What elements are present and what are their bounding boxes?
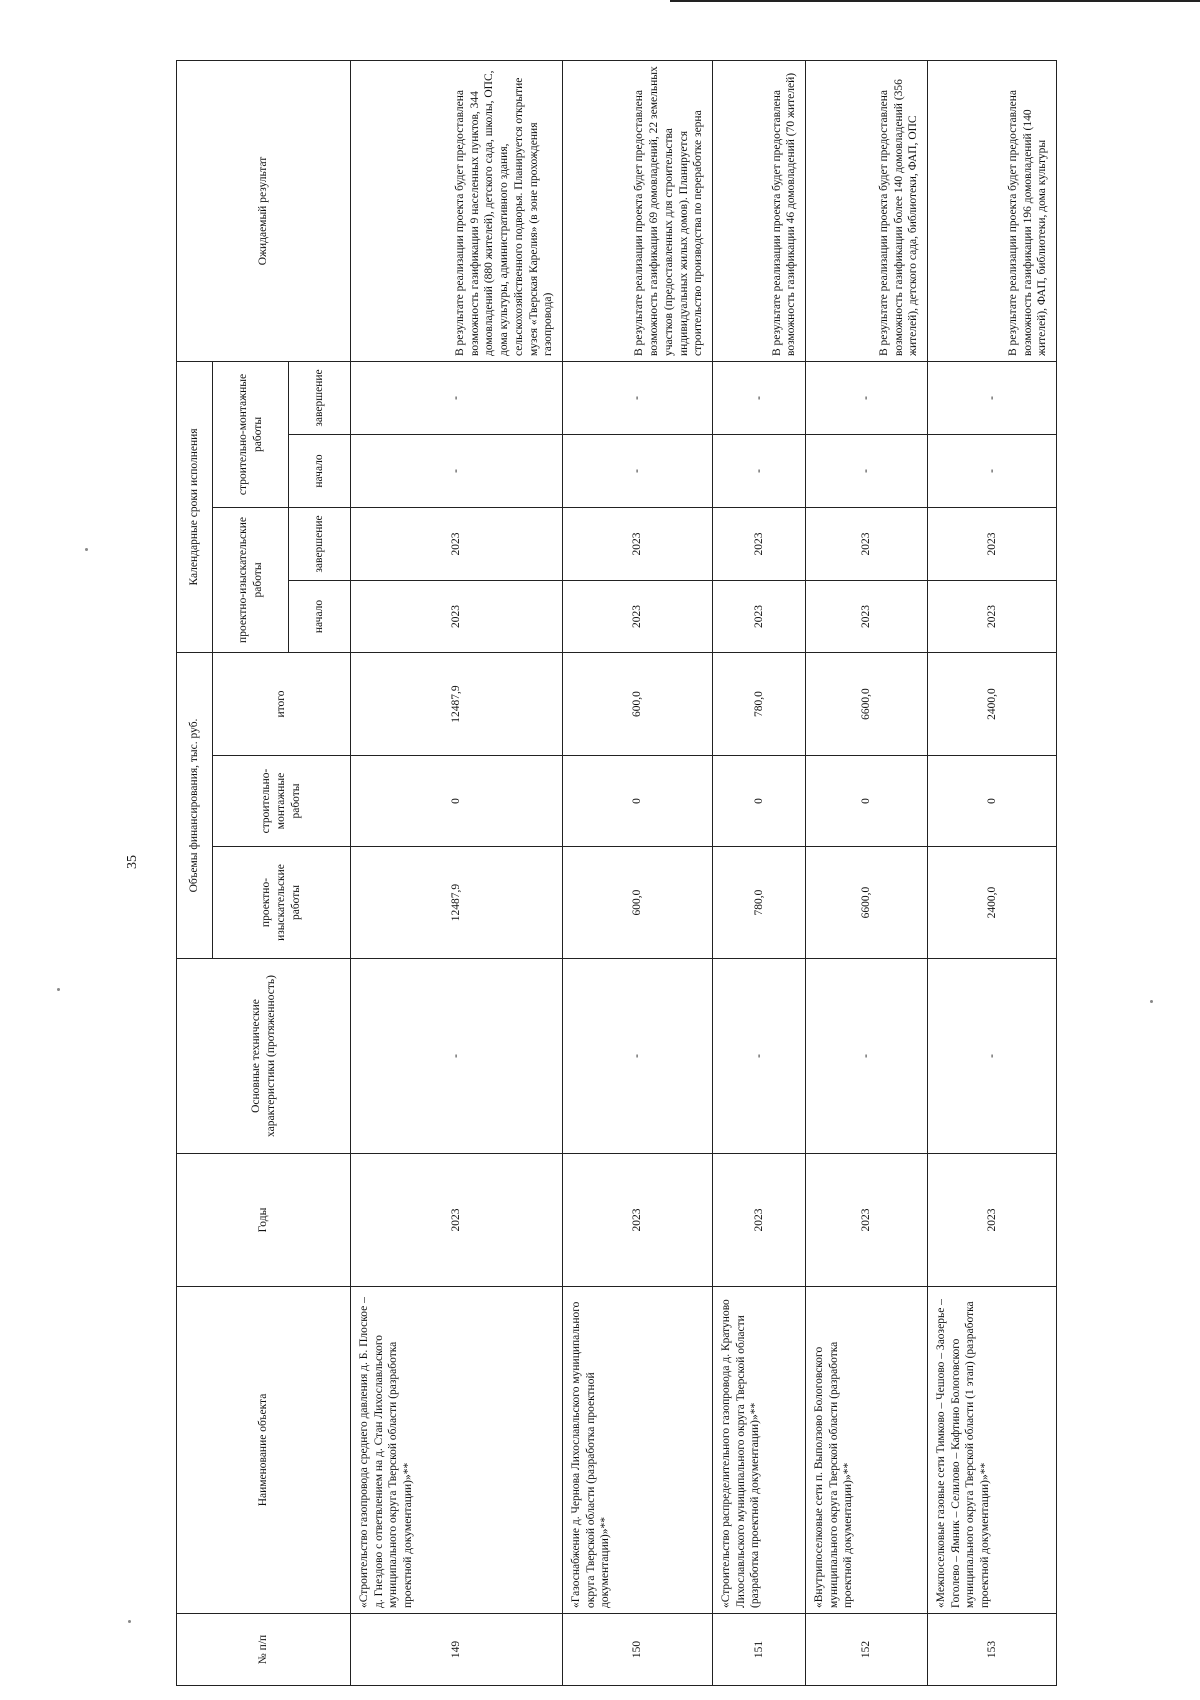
header-construction-group: строительно-монтажные работы — [213, 361, 289, 507]
cell-name: «Внутрипоселковые сети п. Выползово Бологовского муниципального округа Тверской области (разработка проектной документации)»** — [806, 1287, 928, 1614]
cell-years: 2023 — [806, 1154, 928, 1287]
table-row — [806, 60, 928, 1685]
header-constr-end: завершение — [289, 361, 351, 434]
header-calendar-group: Календарные сроки исполнения — [177, 361, 213, 652]
cell-specs: - — [928, 959, 1057, 1154]
page-number: 35 — [125, 855, 140, 869]
table-row — [713, 60, 806, 1685]
cell-survey: 780,0 — [713, 847, 806, 959]
header-survey-group: проектно-изыскательские работы — [213, 507, 289, 652]
table-row — [351, 60, 563, 1685]
cell-construction: 0 — [351, 756, 563, 847]
cell-total: 12487,9 — [351, 652, 563, 755]
cell-result: В результате реализации проекта будет предоставлена возможность газификации более 140 домовладений (356 жителей), детского сада, библиотеки, ФАП, ОПС — [806, 60, 928, 361]
cell-constr-end: - — [351, 361, 563, 434]
cell-result: В результате реализации проекта будет предоставлена возможность газификации 9 населенных пунктов, 344 домовладений (880 жителей), детского сада, школы, ОПС, дома культуры, административного здания, сельскохозяйственного подворья. Планируется открытие музея «Тверская Карелия» (в зоне прохождения газопровода) — [351, 60, 563, 361]
cell-survey-start: 2023 — [713, 580, 806, 652]
cell-survey: 6600,0 — [806, 847, 928, 959]
cell-survey-start: 2023 — [563, 580, 713, 652]
cell-constr-start: - — [351, 434, 563, 507]
cell-survey-end: 2023 — [713, 507, 806, 580]
cell-years: 2023 — [713, 1154, 806, 1287]
cell-num: 152 — [806, 1614, 928, 1686]
header-survey-works: проектно-изыскательские работы — [213, 847, 351, 959]
cell-num: 153 — [928, 1614, 1057, 1686]
cell-construction: 0 — [928, 756, 1057, 847]
cell-survey-end: 2023 — [563, 507, 713, 580]
cell-years: 2023 — [351, 1154, 563, 1287]
cell-specs: - — [713, 959, 806, 1154]
header-result: Ожидаемый результат — [177, 60, 351, 361]
cell-name: «Строительство газопровода среднего давления д. Б. Плоское – д. Гнездово с ответвлением на д. Стан Лихославльского муниципального округа Тверской области (разработка проектной документации)»** — [351, 1287, 563, 1614]
cell-total: 6600,0 — [806, 652, 928, 755]
cell-survey: 2400,0 — [928, 847, 1057, 959]
table-row — [928, 60, 1057, 1685]
cell-num: 150 — [563, 1614, 713, 1686]
cell-survey-end: 2023 — [806, 507, 928, 580]
cell-name: «Строительство распределительного газопровода д. Кратуново Лихославльского муниципального округа Тверской области (разработка проектной документации)»** — [713, 1287, 806, 1614]
header-specs: Основные технические характеристики (протяженность) — [177, 959, 351, 1154]
cell-survey-end: 2023 — [928, 507, 1057, 580]
cell-specs: - — [351, 959, 563, 1154]
cell-survey-start: 2023 — [928, 580, 1057, 652]
table-row — [563, 60, 713, 1685]
gasification-projects-table — [176, 60, 1057, 1686]
cell-constr-start: - — [563, 434, 713, 507]
cell-num: 149 — [351, 1614, 563, 1686]
cell-constr-end: - — [806, 361, 928, 434]
scan-speck — [85, 548, 88, 551]
header-total: итого — [213, 652, 351, 755]
header-name: Наименование объекта — [177, 1287, 351, 1614]
header-construction-works: строительно-монтажные работы — [213, 756, 351, 847]
cell-constr-start: - — [713, 434, 806, 507]
cell-name: «Межпоселковые газовые сети Тимково – Чешово – Заозерье – Гоголево – Ямник – Селилово – Кафтино Бологовского муниципального округа Тверской области (1 этап) (разработка проектной документации)»** — [928, 1287, 1057, 1614]
cell-name: «Газоснабжение д. Чернова Лихославльского муниципального округа Тверской области (разработка проектной документации)»** — [563, 1287, 713, 1614]
header-num: № п/п — [177, 1614, 351, 1686]
cell-specs: - — [563, 959, 713, 1154]
cell-result: В результате реализации проекта будет предоставлена возможность газификации 196 домовладений (140 жителей), ФАП, библиотеки, дома культуры — [928, 60, 1057, 361]
cell-construction: 0 — [713, 756, 806, 847]
cell-survey: 600,0 — [563, 847, 713, 959]
header-years: Годы — [177, 1154, 351, 1287]
cell-constr-start: - — [806, 434, 928, 507]
cell-years: 2023 — [928, 1154, 1057, 1287]
header-constr-start: начало — [289, 434, 351, 507]
scan-speck — [57, 988, 60, 991]
cell-construction: 0 — [806, 756, 928, 847]
header-survey-end: завершение — [289, 507, 351, 580]
cell-survey-end: 2023 — [351, 507, 563, 580]
cell-survey: 12487,9 — [351, 847, 563, 959]
header-finance-group: Объемы финансирования, тыс. руб. — [177, 652, 213, 958]
rotated-table-container — [176, 61, 1056, 1686]
header-survey-start: начало — [289, 580, 351, 652]
cell-constr-end: - — [713, 361, 806, 434]
scan-edge-line — [670, 0, 1200, 2]
cell-survey-start: 2023 — [351, 580, 563, 652]
cell-years: 2023 — [563, 1154, 713, 1287]
scan-speck — [1150, 1000, 1153, 1003]
cell-survey-start: 2023 — [806, 580, 928, 652]
cell-num: 151 — [713, 1614, 806, 1686]
cell-result: В результате реализации проекта будет предоставлена возможность газификации 46 домовладений (70 жителей) — [713, 60, 806, 361]
cell-specs: - — [806, 959, 928, 1154]
cell-total: 780,0 — [713, 652, 806, 755]
cell-result: В результате реализации проекта будет предоставлена возможность газификации 69 домовладений, 22 земельных участков (предоставленных для строительства индивидуальных жилых домов). Планируется строительство производства по переработке зерна — [563, 60, 713, 361]
scan-speck — [128, 1620, 131, 1623]
cell-total: 600,0 — [563, 652, 713, 755]
cell-constr-start: - — [928, 434, 1057, 507]
cell-constr-end: - — [928, 361, 1057, 434]
cell-construction: 0 — [563, 756, 713, 847]
cell-total: 2400,0 — [928, 652, 1057, 755]
cell-constr-end: - — [563, 361, 713, 434]
